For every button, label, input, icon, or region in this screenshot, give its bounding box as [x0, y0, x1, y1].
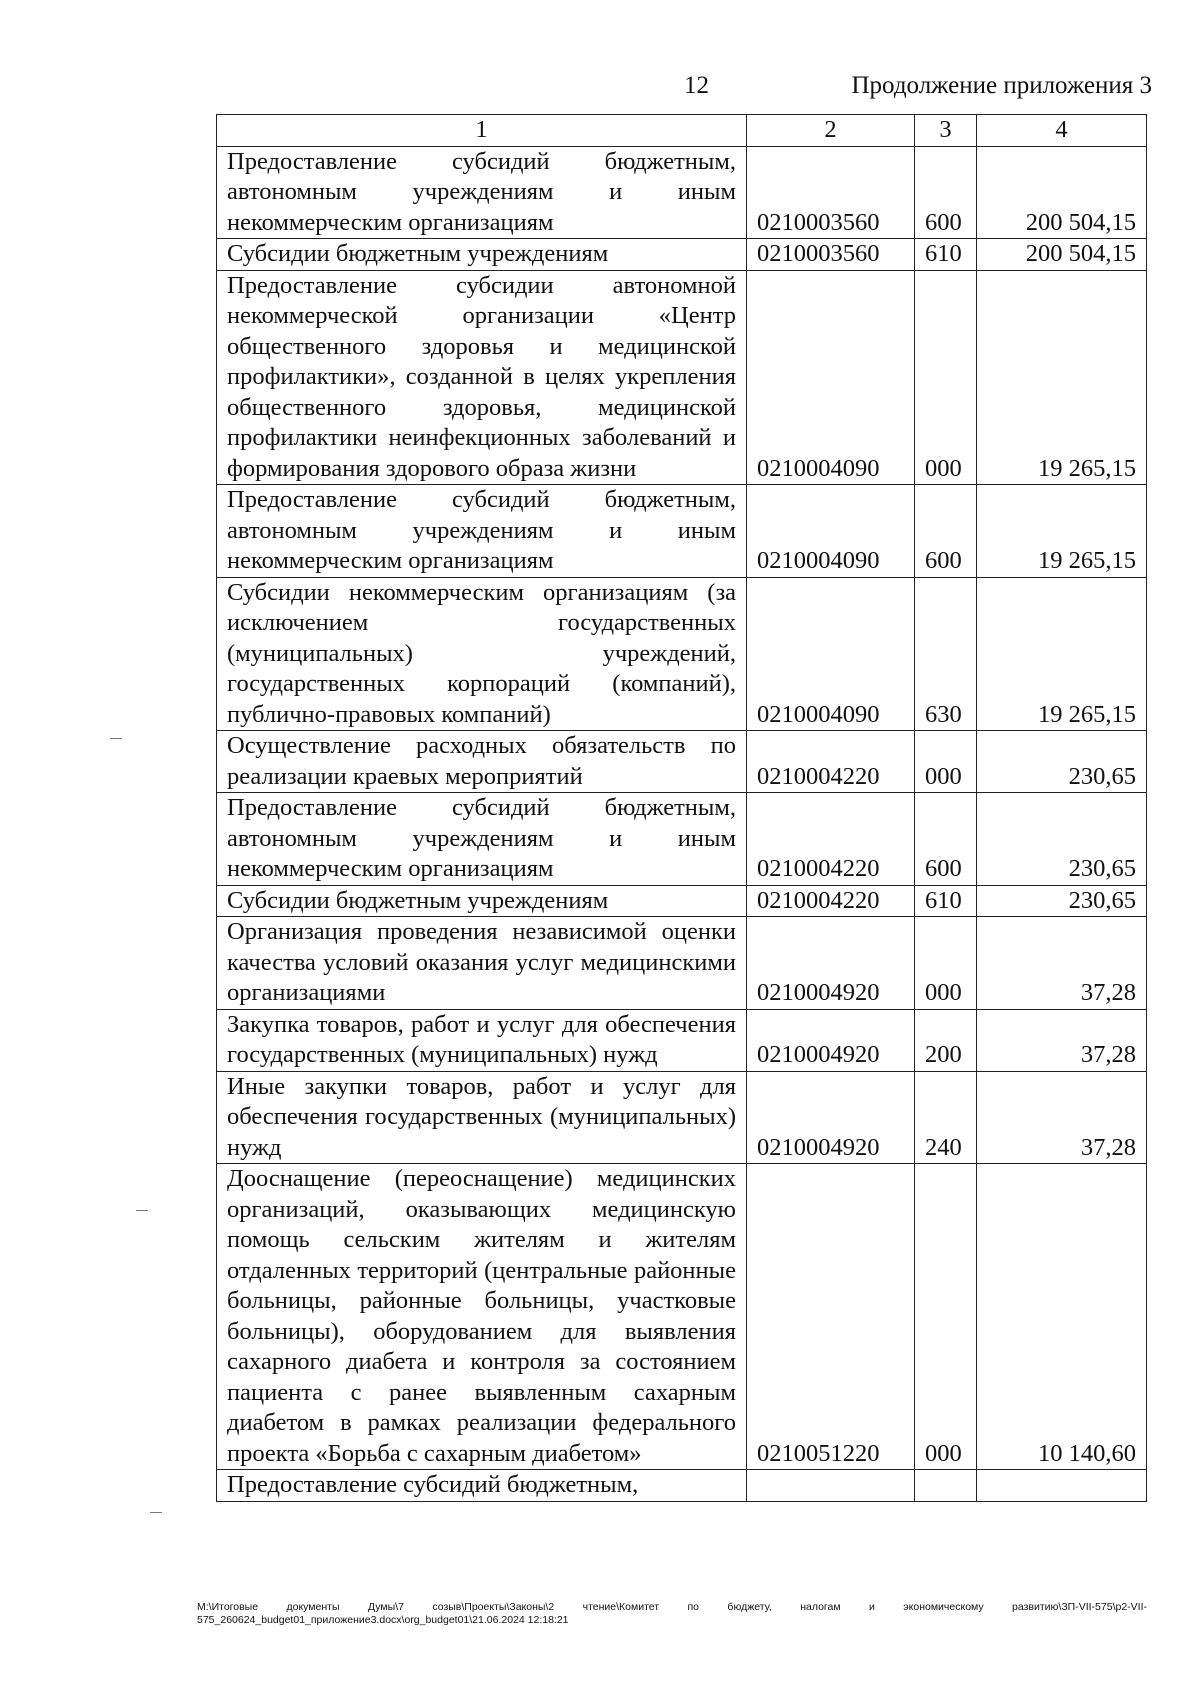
row-type: 600: [915, 793, 977, 886]
table-row: [217, 731, 1147, 793]
row-amount: 19 265,15: [977, 485, 1147, 578]
row-code: 0210004920: [747, 917, 915, 1010]
table-row: [217, 885, 1147, 917]
row-type: 200: [915, 1009, 977, 1071]
table-row: [217, 917, 1147, 1010]
row-code: 0210003560: [747, 239, 915, 271]
column-header-3: 3: [915, 115, 977, 147]
margin-mark: [150, 1512, 162, 1513]
row-name: Дооснащение (переоснащение) медицинских организаций, оказывающих медицинскую помощь сельским жителям и жителям отдаленных территорий (центральные районные больницы, районные больницы, участковые больницы), оборудованием для выявления сахарного диабета и контроля за состоянием пациента с ранее выявленным сахарным диабетом в рамках реализации федерального проекта «Борьба с сахарным диабетом»: [217, 1164, 747, 1470]
table-row: [217, 1470, 1147, 1502]
row-amount: 200 504,15: [977, 146, 1147, 239]
row-name: Предоставление субсидий бюджетным, автономным учреждениям и иным некоммерческим организациям: [217, 146, 747, 239]
table-row: [217, 793, 1147, 886]
row-code: 0210004090: [747, 270, 915, 485]
column-header-1: 1: [217, 115, 747, 147]
table-row: [217, 146, 1147, 239]
row-type: 000: [915, 731, 977, 793]
row-code: 0210051220: [747, 1164, 915, 1470]
row-amount: 10 140,60: [977, 1164, 1147, 1470]
row-code: 0210004090: [747, 485, 915, 578]
row-code: 0210003560: [747, 146, 915, 239]
row-name: Предоставление субсидии автономной некоммерческой организации «Центр общественного здоровья и медицинской профилактики», созданной в целях укрепления общественного здоровья, медицинской профилактики неинфекционных заболеваний и формирования здорового образа жизни: [217, 270, 747, 485]
row-name: Осуществление расходных обязательств по реализации краевых мероприятий: [217, 731, 747, 793]
column-number-row: [217, 115, 1147, 147]
row-name: Предоставление субсидий бюджетным, автономным учреждениям и иным некоммерческим организациям: [217, 793, 747, 886]
table-row: [217, 577, 1147, 731]
row-amount: 19 265,15: [977, 270, 1147, 485]
table-row: [217, 1164, 1147, 1470]
row-amount: 37,28: [977, 917, 1147, 1010]
margin-mark: [136, 1210, 148, 1211]
page-number: 12: [684, 72, 709, 99]
row-amount: 37,28: [977, 1071, 1147, 1164]
row-name: Субсидии бюджетным учреждениям: [217, 885, 747, 917]
row-name: Субсидии бюджетным учреждениям: [217, 239, 747, 271]
row-code: 0210004090: [747, 577, 915, 731]
row-amount: 19 265,15: [977, 577, 1147, 731]
row-amount: 37,28: [977, 1009, 1147, 1071]
row-amount: 230,65: [977, 885, 1147, 917]
row-type: [915, 1470, 977, 1502]
margin-mark: [110, 738, 122, 739]
row-name: Субсидии некоммерческим организациям (за исключением государственных (муниципальных) учреждений, государственных корпораций (компаний), публично-правовых компаний): [217, 577, 747, 731]
table-row: [217, 239, 1147, 271]
row-code: [747, 1470, 915, 1502]
row-code: 0210004220: [747, 731, 915, 793]
row-type: 630: [915, 577, 977, 731]
row-amount: 230,65: [977, 793, 1147, 886]
row-name: Закупка товаров, работ и услуг для обеспечения государственных (муниципальных) нужд: [217, 1009, 747, 1071]
row-type: 610: [915, 239, 977, 271]
column-header-2: 2: [747, 115, 915, 147]
row-name: Предоставление субсидий бюджетным, автономным учреждениям и иным некоммерческим организациям: [217, 485, 747, 578]
continuation-label: Продолжение приложения 3: [851, 72, 1152, 99]
row-code: 0210004920: [747, 1071, 915, 1164]
table-row: [217, 485, 1147, 578]
row-type: 600: [915, 485, 977, 578]
row-code: 0210004220: [747, 793, 915, 886]
column-header-4: 4: [977, 115, 1147, 147]
row-amount: 200 504,15: [977, 239, 1147, 271]
row-type: 000: [915, 917, 977, 1010]
row-code: 0210004920: [747, 1009, 915, 1071]
row-name: Предоставление субсидий бюджетным,: [217, 1470, 747, 1502]
row-name: Организация проведения независимой оценки качества условий оказания услуг медицинскими организациями: [217, 917, 747, 1010]
table-row: [217, 1009, 1147, 1071]
row-type: 600: [915, 146, 977, 239]
row-amount: [977, 1470, 1147, 1502]
row-name: Иные закупки товаров, работ и услуг для обеспечения государственных (муниципальных) нужд: [217, 1071, 747, 1164]
row-amount: 230,65: [977, 731, 1147, 793]
table-row: [217, 270, 1147, 485]
row-code: 0210004220: [747, 885, 915, 917]
budget-table: [216, 114, 1147, 1502]
file-path-footer: M:\Итоговые документы Думы\7 созыв\Проекты\Законы\2 чтение\Комитет по бюджету, налогам и экономическому развитию\ЗП-VII-575\р2-VII-575_260624_budget01_приложение3.docx\org_budget01\21.06.2024 12:18:21: [197, 1601, 1147, 1626]
row-type: 240: [915, 1071, 977, 1164]
row-type: 000: [915, 270, 977, 485]
row-type: 610: [915, 885, 977, 917]
row-type: 000: [915, 1164, 977, 1470]
table-row: [217, 1071, 1147, 1164]
